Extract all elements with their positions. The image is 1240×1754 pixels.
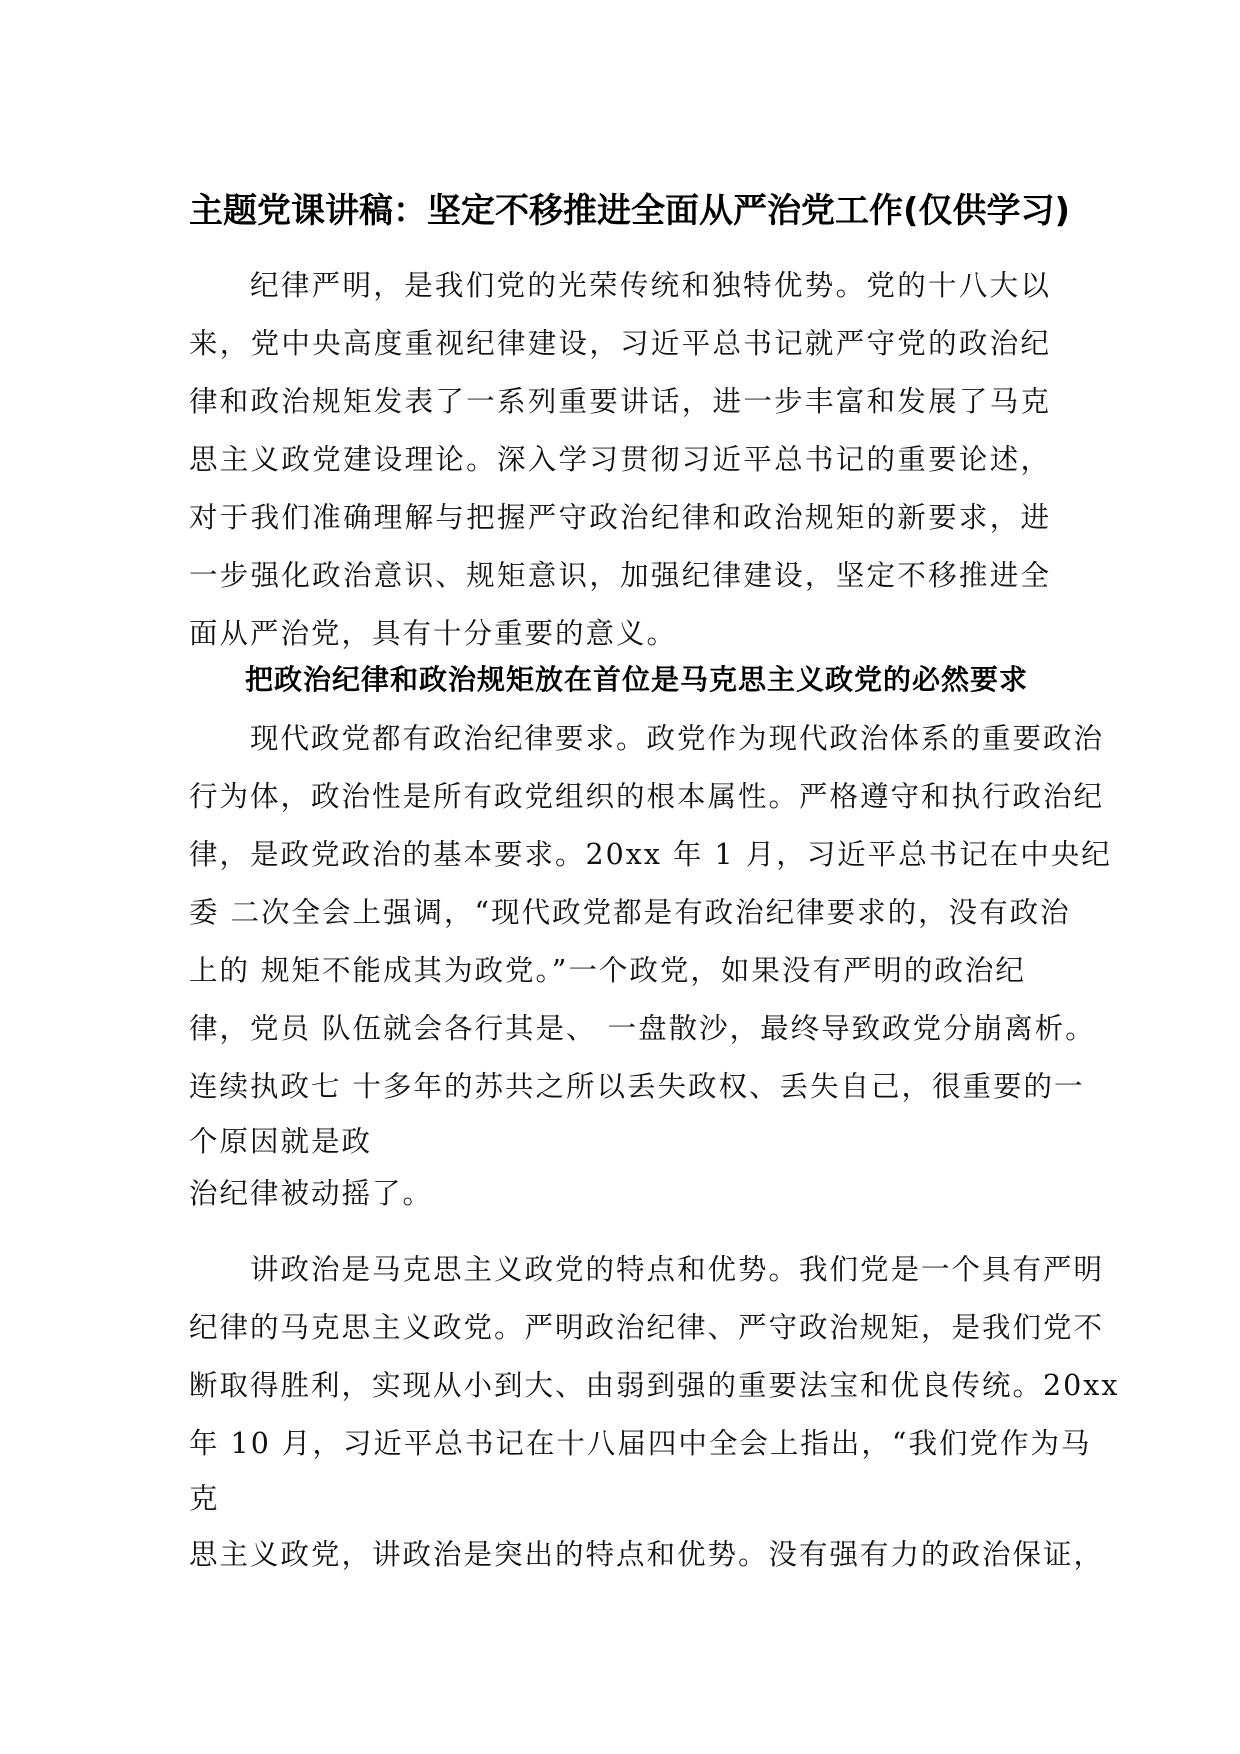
paragraph3-line: 讲政治是马克思主义政党的特点和优势。我们党是一个具有严明 — [250, 1253, 1105, 1286]
paragraph2-line: 行为体，政治性是所有政党组织的根本属性。严格遵守和执行政治纪 — [189, 780, 1105, 813]
section-heading: 把政治纪律和政治规矩放在首位是马克思主义政党的必然要求 — [245, 663, 1029, 696]
paragraph3-line: 断取得胜利，实现从小到大、由弱到强的重要法宝和优良传统。20xx — [189, 1369, 1120, 1402]
paragraph2-line: 上的 规矩不能成其为政党。”一个政党，如果没有严明的政治纪 — [189, 954, 1026, 987]
paragraph2-line: 委 二次全会上强调，“现代政党都是有政治纪律要求的，没有政治 — [189, 896, 1071, 929]
document-title: 主题党课讲稿：坚定不移推进全面从严治党工作(仅供学习) — [189, 191, 1071, 231]
paragraph3-line: 思主义政党，讲政治是突出的特点和优势。没有强有力的政治保证， — [189, 1538, 1105, 1571]
paragraph-intro: 纪律严明，是我们党的光荣传统和独特优势。党的十八大以来，党中央高度重视纪律建设，习近平总书记就严守党的政治纪律和政治规矩发表了一系列重要讲话，进一步丰富和发展了马克思主义政党建设理论。深入学习贯彻习近平总书记的重要论述，对于我们准确理解与把握严守政治纪律和政治规矩的新要求，进一步强化政治意识、规矩意识，加强纪律建设，坚定不移推进全面从严治党，具有十分重要的意义。 — [189, 269, 1051, 650]
paragraph3-line: 纪律的马克思主义政党。严明政治纪律、严守政治规矩，是我们党不 — [189, 1311, 1105, 1344]
paragraph2-line: 连续执政七 十多年的苏共之所以丢失政权、丢失自己，很重要的一 — [189, 1070, 1085, 1103]
paragraph2-line: 治纪律被动摇了。 — [189, 1177, 434, 1210]
paragraph3-line: 年 10 月，习近平总书记在十八届四中全会上指出，“我们党作为马 — [189, 1427, 1092, 1460]
paragraph3-line: 克 — [189, 1482, 220, 1515]
paragraph2-line: 律，是政党政治的基本要求。20xx 年 1 月，习近平总书记在中央纪 — [189, 838, 1112, 871]
paragraph2-line: 现代政党都有政治纪律要求。政党作为现代政治体系的重要政治 — [250, 722, 1105, 755]
paragraph2-line: 律，党员 队伍就会各行其是、 一盘散沙，最终导致政党分崩离析。 — [189, 1012, 1096, 1045]
paragraph2-line: 个原因就是政 — [189, 1125, 373, 1158]
